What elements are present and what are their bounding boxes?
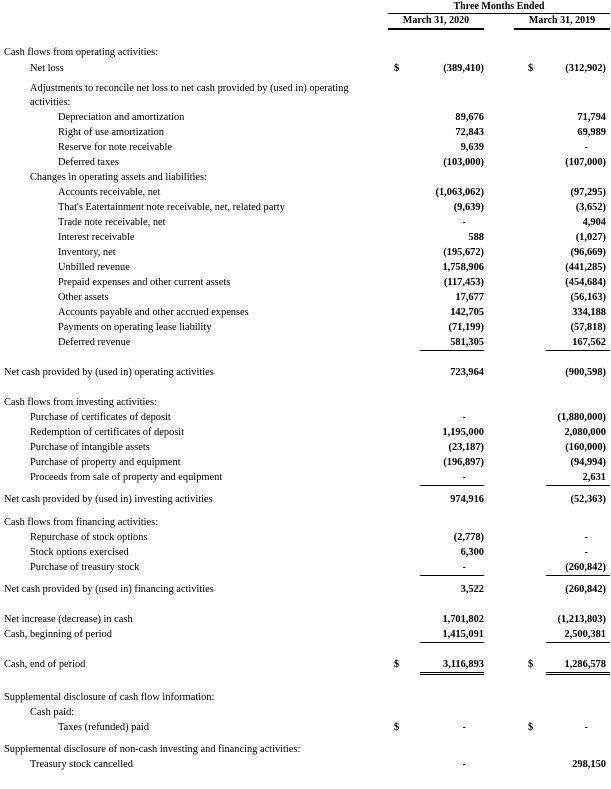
value-2019-r16: (454,684) [565,277,606,288]
value-2019-r17: (56,163) [570,292,606,303]
row-label-r6: Right of use amortization [58,127,164,138]
dollar-sign-2020-r2: $ [394,63,400,74]
total-rule-a-2020 [420,672,484,673]
row-label-r19: Payments on operating lease liability [58,322,212,333]
value-2020-r15: 1,758,906 [442,262,484,273]
value-2019-r10: (97,295) [570,187,606,198]
row-label-r2: Net loss [30,63,64,74]
row-label-r27: Proceeds from sale of property and equipment [30,472,223,483]
value-2019-r26: (94,994) [570,457,606,468]
value-2020-r10: (1,063,062) [435,187,484,198]
row-label-r17: Other assets [58,292,109,303]
subtotal-rule-r32-2020 [420,575,484,576]
value-2019-r14: (96,669) [570,247,606,258]
row-label-r20: Deferred revenue [58,337,131,348]
row-label-r26: Purchase of property and equipment [30,457,181,468]
row-label-r9: Changes in operating assets and liabilities: [30,172,207,183]
value-2020-r20: 581,305 [450,337,484,348]
row-label-r10: Accounts receivable, net [58,187,161,198]
value-2020-r28: 974,916 [450,494,484,505]
row-label-r4: activities: [30,97,71,108]
value-2019-r36: 1,286,578 [564,659,606,670]
row-label-r28: Net cash provided by (used in) investing activities [4,494,213,505]
value-2019-r5: 71,794 [577,112,606,123]
row-label-r21: Net cash provided by (used in) operating activities [4,367,214,378]
row-label-r34: Net increase (decrease) in cash [4,614,133,625]
value-2019-r33: (260,842) [565,584,606,595]
row-label-r40: Supplemental disclosure of non-cash investing and financing activities: [4,744,301,755]
value-2020-r27: - [462,472,466,483]
subtotal-rule-r27-2020 [420,485,484,486]
total-rule-a-2019 [546,672,610,673]
row-label-r18: Accounts payable and other accrued expenses [58,307,249,318]
value-2019-r11: (3,652) [575,202,606,213]
header-rule [388,13,610,14]
value-2019-r30: - [584,532,588,543]
value-2020-r13: 588 [468,232,484,243]
value-2020-r31: 6,300 [460,547,484,558]
row-label-r37: Supplemental disclosure of cash flow information: [4,692,215,703]
value-2019-r28: (52,363) [570,494,606,505]
value-2020-r24: 1,195,000 [442,427,484,438]
row-label-r29: Cash flows from financing activities: [4,517,159,528]
row-label-r30: Repurchase of stock options [30,532,148,543]
row-label-r41: Treasury stock cancelled [30,759,133,770]
value-2019-r20: 167,562 [572,337,606,348]
value-2020-r12: - [462,217,466,228]
value-2019-r18: 334,188 [572,307,606,318]
row-label-r32: Purchase of treasury stock [30,562,140,573]
value-2019-r34: (1,213,803) [557,614,606,625]
column-header-2019: March 31, 2019 [528,15,596,26]
subtotal-rule-r32-2019 [546,575,610,576]
value-2019-r21: (900,598) [565,367,606,378]
value-2020-r11: (9,639) [453,202,484,213]
row-label-r25: Purchase of intangible assets [30,442,150,453]
value-2020-r21: 723,964 [450,367,484,378]
value-2019-r41: 298,150 [572,759,606,770]
period-header: Three Months Ended [453,1,545,12]
row-label-r36: Cash, end of period [4,659,86,670]
value-2020-r5: 89,676 [455,112,484,123]
value-2020-r36: 3,116,893 [443,659,484,670]
row-label-r39: Taxes (refunded) paid [58,722,150,733]
row-label-r5: Depreciation and amortization [58,112,185,123]
value-2019-r19: (57,818) [570,322,606,333]
row-label-r38: Cash paid: [30,707,75,718]
value-2020-r14: (195,672) [443,247,484,258]
row-label-r12: Trade note receivable, net [58,217,166,228]
value-2019-r39: - [584,722,588,733]
value-2019-r27: 2,631 [582,472,606,483]
subtotal-rule-r35-2019 [546,642,610,643]
value-2020-r2: (389,410) [443,63,484,74]
dollar-sign-2020-r39: $ [394,722,400,733]
subtotal-rule-r20-2019 [546,350,610,351]
value-2020-r33: 3,522 [460,584,484,595]
row-label-r15: Unbilled revenue [58,262,130,273]
value-2020-r39: - [462,722,466,733]
value-2019-r15: (441,285) [565,262,606,273]
row-label-r16: Prepaid expenses and other current assets [58,277,231,288]
value-2019-r12: 4,904 [582,217,606,228]
subtotal-rule-r35-2020 [420,642,484,643]
dollar-sign-2019-r36: $ [528,659,534,670]
value-2020-r8: (103,000) [443,157,484,168]
value-2020-r23: - [462,412,466,423]
value-2020-r26: (196,897) [443,457,484,468]
subtotal-rule-r20-2020 [420,350,484,351]
value-2019-r2: (312,902) [565,63,606,74]
dollar-sign-2019-r2: $ [528,63,534,74]
row-label-r8: Deferred taxes [58,157,119,168]
row-label-r13: Interest receivable [58,232,135,243]
row-label-r22: Cash flows from investing activities: [4,397,157,408]
column-header-2020: March 31, 2020 [402,15,470,26]
value-2020-r6: 72,843 [455,127,484,138]
row-label-r3: Adjustments to reconcile net loss to net cash provided by (used in) operating [30,83,349,94]
total-rule-b-2019 [546,674,610,675]
value-2019-r25: (160,000) [565,442,606,453]
value-2019-r7: - [584,142,588,153]
value-2019-r8: (107,000) [565,157,606,168]
value-2020-r7: 9,639 [460,142,484,153]
column-rule-2019 [514,28,610,30]
value-2020-r19: (71,199) [448,322,484,333]
row-label-r14: Inventory, net [58,247,116,258]
row-label-r1: Cash flows from operating activities: [4,47,159,58]
dollar-sign-2020-r36: $ [394,659,400,670]
value-2019-r24: 2,080,000 [564,427,606,438]
subtotal-rule-r27-2019 [546,485,610,486]
value-2020-r30: (2,778) [453,532,484,543]
value-2019-r31: - [584,547,588,558]
total-rule-b-2020 [420,674,484,675]
row-label-r23: Purchase of certificates of deposit [30,412,171,423]
row-label-r33: Net cash provided by (used in) financing activities [4,584,214,595]
row-label-r24: Redemption of certificates of deposit [30,427,185,438]
value-2020-r32: - [462,562,466,573]
value-2020-r18: 142,705 [450,307,484,318]
value-2019-r23: (1,880,000) [557,412,606,423]
value-2020-r41: - [462,759,466,770]
dollar-sign-2019-r39: $ [528,722,534,733]
value-2019-r35: 2,500,381 [564,629,606,640]
row-label-r35: Cash, beginning of period [4,629,112,640]
value-2020-r35: 1,415,091 [442,629,484,640]
value-2020-r25: (23,187) [448,442,484,453]
value-2020-r17: 17,677 [455,292,484,303]
value-2020-r16: (117,453) [443,277,484,288]
row-label-r31: Stock options exercised [30,547,129,558]
value-2019-r32: (260,842) [565,562,606,573]
value-2020-r34: 1,701,802 [442,614,484,625]
value-2019-r6: 69,989 [577,127,606,138]
row-label-r7: Reserve for note receivable [58,142,172,153]
row-label-r11: That's Eatertainment note receivable, net, related party [58,202,285,213]
column-rule-2020 [388,28,484,30]
value-2019-r13: (1,027) [575,232,606,243]
